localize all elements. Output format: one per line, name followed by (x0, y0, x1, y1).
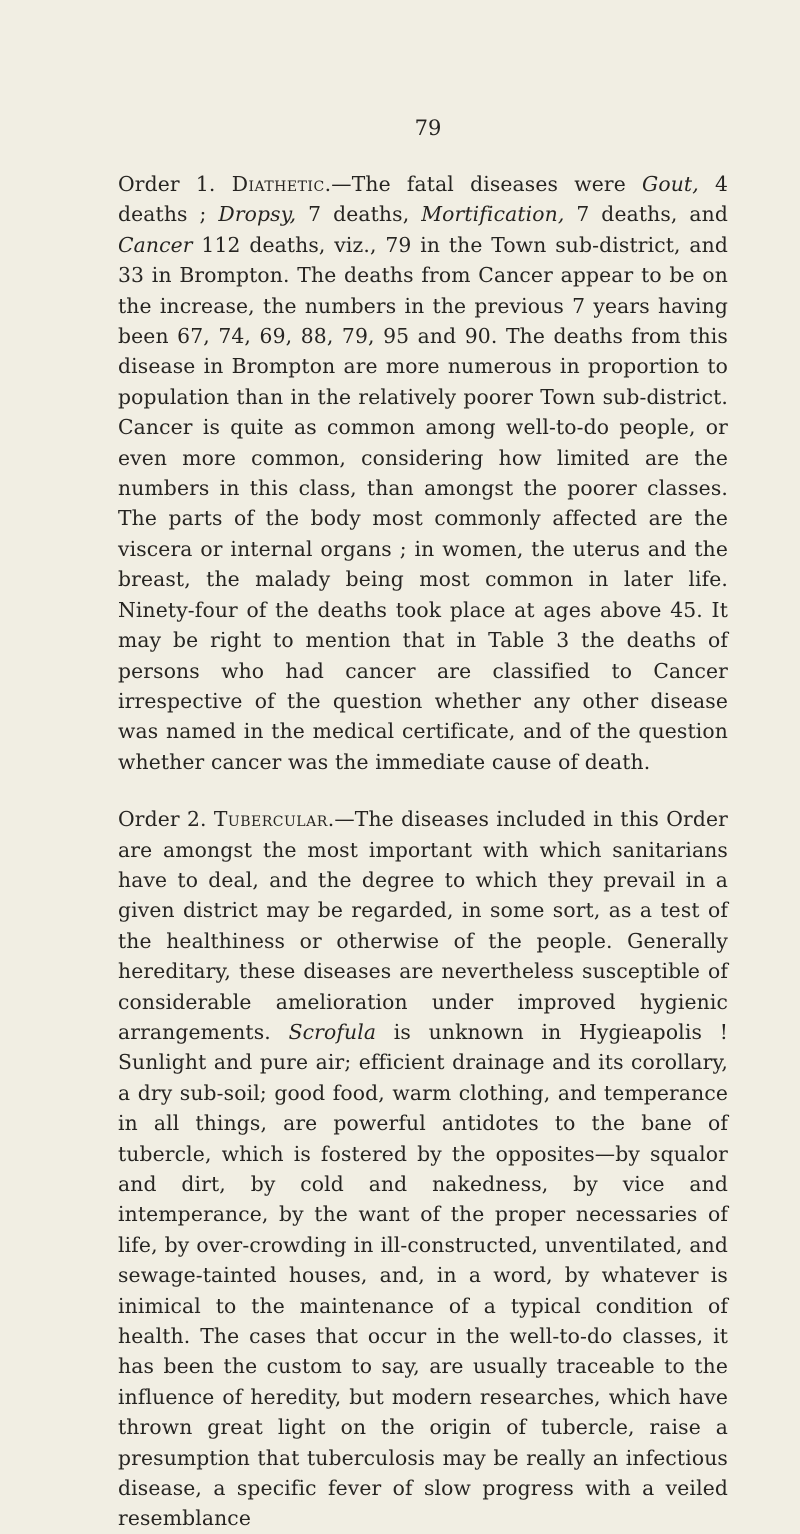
italic-term: Dropsy, (218, 202, 297, 227)
text-run: .—The fatal diseases were (324, 172, 642, 196)
order-label: Order 2. (118, 807, 207, 832)
order-heading: Tubercular (213, 807, 328, 832)
paragraph-body (118, 807, 728, 1530)
order-label: Order 1. (118, 172, 216, 196)
text-run: 4 deaths ; (118, 172, 729, 227)
text-run: 7 deaths, and (564, 202, 728, 227)
paragraph-order-2 (118, 804, 728, 1534)
text-run: 112 deaths, viz., 79 in the Town sub-district, and 33 in Brompton. The deaths from Cancer appear to be on the increase, the numbers in the previous 7 years having been 67, 74, 69, 88, 79, 95 and 90. The deaths from this disease in Brompton are more numerous in proportion to population than in the relatively poorer Town sub-district. Cancer is quite as common among well-to-do people, or even more common, considering how limited are the numbers in this class, than amongst the poorer classes. The parts of the body most commonly affected are the viscera or internal organs ; in women, the uterus and the breast, the malady being most common in later life. Ninety-four of the deaths took place at ages above 45. It may be right to mention that in Table 3 the deaths of persons who had cancer are classified to Cancer irrespective of the question whether any other disease was named in the medical certificate, and of the question whether cancer was the immediate cause of death. (118, 232, 728, 774)
italic-term: Cancer (118, 232, 193, 257)
italic-term: Scrofula (288, 1019, 377, 1044)
italic-term: Gout, (642, 172, 699, 196)
text-run: is unknown in Hygieapolis ! Sunlight and pure air; efficient drainage and its corollary, a dry sub-soil; good food, warm clothing, and temperance in all things, are powerful antidotes to the bane of tubercle, which is fostered by the opposites—by squalor and dirt, by cold and nakedness, by vice and intemperance, by the want of the proper necessaries of life, by over-crowding in ill-constructed, unventilated, and sewage-tainted houses, and, in a word, by whatever is inimical to the maintenance of a typical condition of health. The cases that occur in the well-to-do classes, it has been the custom to say, are usually traceable to the influence of heredity, but modern researches, which have thrown great light on the origin of tubercle, raise a presumption that tuberculosis may be really an infectious disease, a specific fever of slow progress with a veiled resemblance (118, 1019, 729, 1531)
text-run: 7 deaths, (296, 202, 422, 227)
page-number: 79 (414, 116, 442, 140)
order-heading: Diathetic (231, 172, 325, 196)
text-run: .—The diseases included in this Order are amongst the most important with which sanitarians have to deal, and the degree to which they prevail in a given district may be regarded, in some sort, as a test of the healthiness or otherwise of the people. Generally hereditary, these diseases are nevertheless susceptible of considerable amelioration under improved hygienic arrangements. (118, 807, 728, 1044)
paragraph-order-1 (118, 169, 728, 777)
paragraph-body (118, 172, 728, 774)
italic-term: Mortification, (421, 202, 565, 227)
